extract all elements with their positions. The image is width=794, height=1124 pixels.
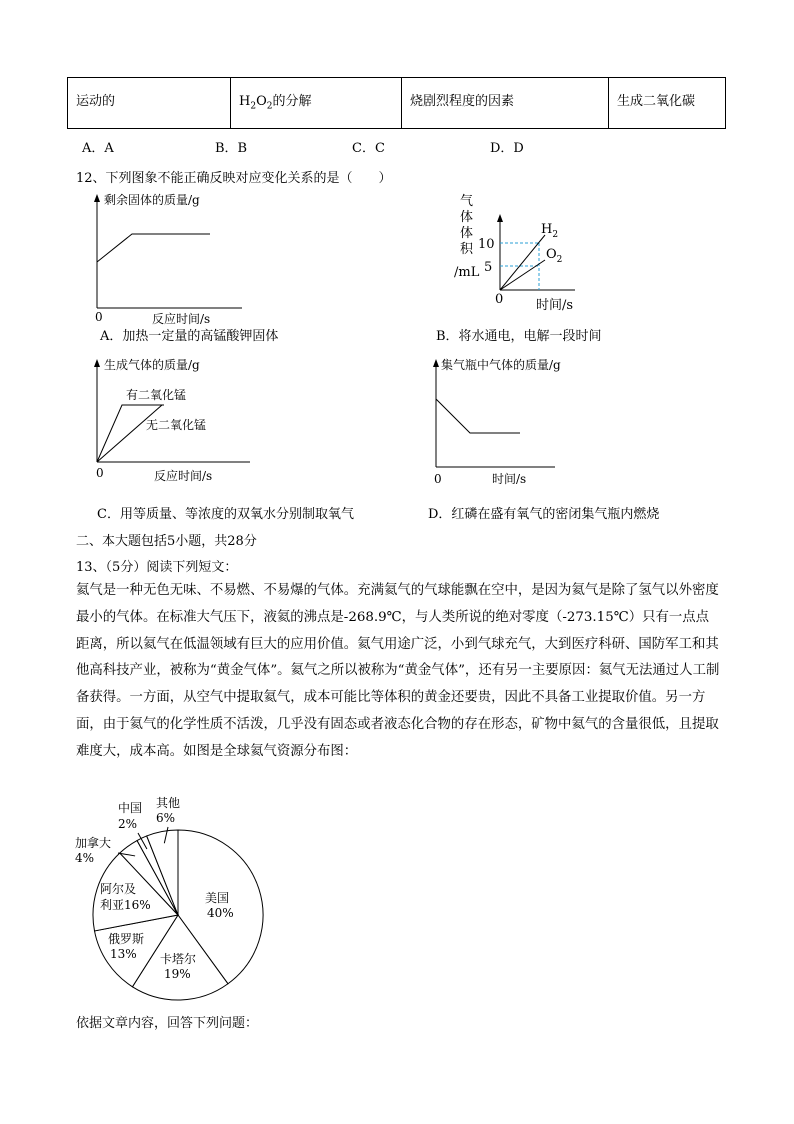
graph-b-ylabel-5: /mL [454, 265, 480, 280]
h2o2-h: H [239, 94, 251, 109]
pie-label-russia-value: 13% [110, 947, 137, 961]
graph-d-caption: D．红磷在盛有氧气的密闭集气瓶内燃烧 [428, 507, 660, 522]
experiment-table [67, 77, 726, 129]
graph-d-ylabel: 集气瓶中气体的质量/g [441, 358, 561, 372]
pie-label-qatar-value: 19% [164, 967, 191, 981]
pie-label-russia-name: 俄罗斯 [108, 932, 145, 946]
graph-b-tick-10: 10 [478, 237, 495, 252]
table-cell-2 [231, 78, 402, 129]
table-cell-3: 烧剧烈程度的因素 [402, 78, 609, 129]
graph-a-xlabel: 反应时间/s [152, 311, 211, 326]
graph-b-o2-sub: 2 [556, 255, 563, 265]
pie-label-other-name: 其他 [156, 796, 181, 810]
passage [76, 578, 720, 766]
pie-label-canada-value: 4% [75, 851, 95, 865]
h2o2-o: O [256, 94, 267, 109]
graph-b-xlabel: 时间/s [536, 298, 574, 313]
graph-c-origin: 0 [96, 466, 104, 480]
h2o2-sub2: 2 [266, 101, 273, 112]
graph-c-label-with: 有二氧化锰 [126, 388, 187, 402]
graph-c-xlabel: 反应时间/s [154, 469, 213, 483]
q11-option-d: D．D [490, 141, 524, 156]
pie-label-canada-name: 加拿大 [75, 836, 112, 850]
footer-prompt: 依据文章内容，回答下列问题： [76, 1016, 259, 1031]
graph-d-origin: 0 [434, 472, 442, 486]
pie-label-usa-value: 40% [207, 906, 234, 920]
pie-label-china-name: 中国 [118, 801, 143, 815]
graph-a-origin: 0 [95, 309, 103, 324]
graph-b-o2-line [500, 260, 545, 290]
graph-c-ylabel: 生成气体的质量/g [104, 358, 200, 372]
graph-b-h2-sub: 2 [552, 230, 559, 240]
graph-b-tick-5: 5 [484, 260, 493, 275]
q11-option-c: C．C [352, 141, 385, 156]
graph-b-origin: 0 [495, 292, 504, 307]
graph-c-caption: C．用等质量、等浓度的双氧水分别制取氧气 [97, 507, 354, 522]
q12-stem: 12、下列图象不能正确反映对应变化关系的是（ ） [76, 171, 392, 186]
graph-b-caption: B．将水通电，电解一段时间 [436, 329, 602, 344]
table-row [68, 78, 726, 129]
pie-label-usa-name: 美国 [205, 891, 230, 905]
q11-option-b: B．B [215, 141, 248, 156]
graph-d-y-arrow [433, 359, 439, 367]
pie-label-china-value: 2% [118, 817, 138, 831]
graph-b-o2-label [546, 247, 562, 265]
graph-b-ylabel-4: 积 [460, 242, 474, 257]
pie-label-qatar-name: 卡塔尔 [160, 952, 197, 966]
graph-b-ylabel-1: 气 [460, 194, 474, 209]
q13-stem: 13、（5分）阅读下列短文： [76, 560, 238, 575]
h2o2-suffix: 的分解 [272, 94, 312, 109]
graph-d-curve [436, 399, 520, 433]
graph-b-ylabel-2: 体 [460, 210, 474, 225]
graph-b-o2-base: O [546, 247, 557, 262]
graph-b-y-arrow [497, 214, 503, 222]
pie-label-algeria-line2: 利亚16% [100, 898, 151, 912]
graph-d-xlabel: 时间/s [492, 472, 527, 486]
graph-c-y-arrow [94, 359, 100, 367]
graph-c-label-without: 无二氧化锰 [146, 418, 207, 432]
q11-option-a: A．A [82, 141, 114, 156]
section-2-heading: 二、本大题包括5小题，共28分 [76, 534, 257, 549]
graph-b-ylabel-3: 体 [460, 226, 474, 241]
graph-a-ylabel: 剩余固体的质量/g [104, 193, 200, 207]
table-cell-1: 运动的 [68, 78, 231, 129]
graph-b-h2-base: H [541, 222, 553, 237]
passage-text: 氦气是一种无色无味、不易燃、不易爆的气体。充满氦气的气球能飘在空中，是因为氦气是除了氢气以外密度最小的气体。在标准大气压下，液氦的沸点是-268.9℃，与人类所说的绝对零度（-273.15℃）只有一点点距离，所以氦气在低温领域有巨大的应用价值。氦气用途广泛，小到气球充气，大到医疗科研、国防军工和其他高科技产业，被称为“黄金气体”。氦气之所以被称为“黄金气体”，还有另一主要原因：氦气无法通过人工制备获得。一方面，从空气中提取氦气，成本可能比等体积的黄金还要贵，因此不具备工业提取价值。另一方面，由于氦气的化学性质不活泼，几乎没有固态或者液态化合物的存在形态，矿物中氦气的含量很低，且提取难度大，成本高。如图是全球氦气资源分布图： [76, 583, 720, 759]
graph-c-line-without-mno2 [97, 405, 162, 462]
graph-a-caption: A．加热一定量的高锰酸钾固体 [100, 329, 279, 344]
graph-a-y-arrow [94, 194, 100, 202]
graph-a-curve [97, 234, 210, 262]
helium-pie-chart [70, 795, 290, 1005]
table-cell-4: 生成二氧化碳 [609, 78, 726, 129]
graph-d [430, 355, 600, 485]
h2o2-sub1: 2 [250, 101, 257, 112]
graph-a [92, 190, 252, 326]
graph-b [450, 190, 590, 315]
pie-label-other-value: 6% [156, 811, 176, 825]
pie-label-algeria-line1: 阿尔及 [100, 882, 137, 896]
graph-c [92, 355, 262, 485]
